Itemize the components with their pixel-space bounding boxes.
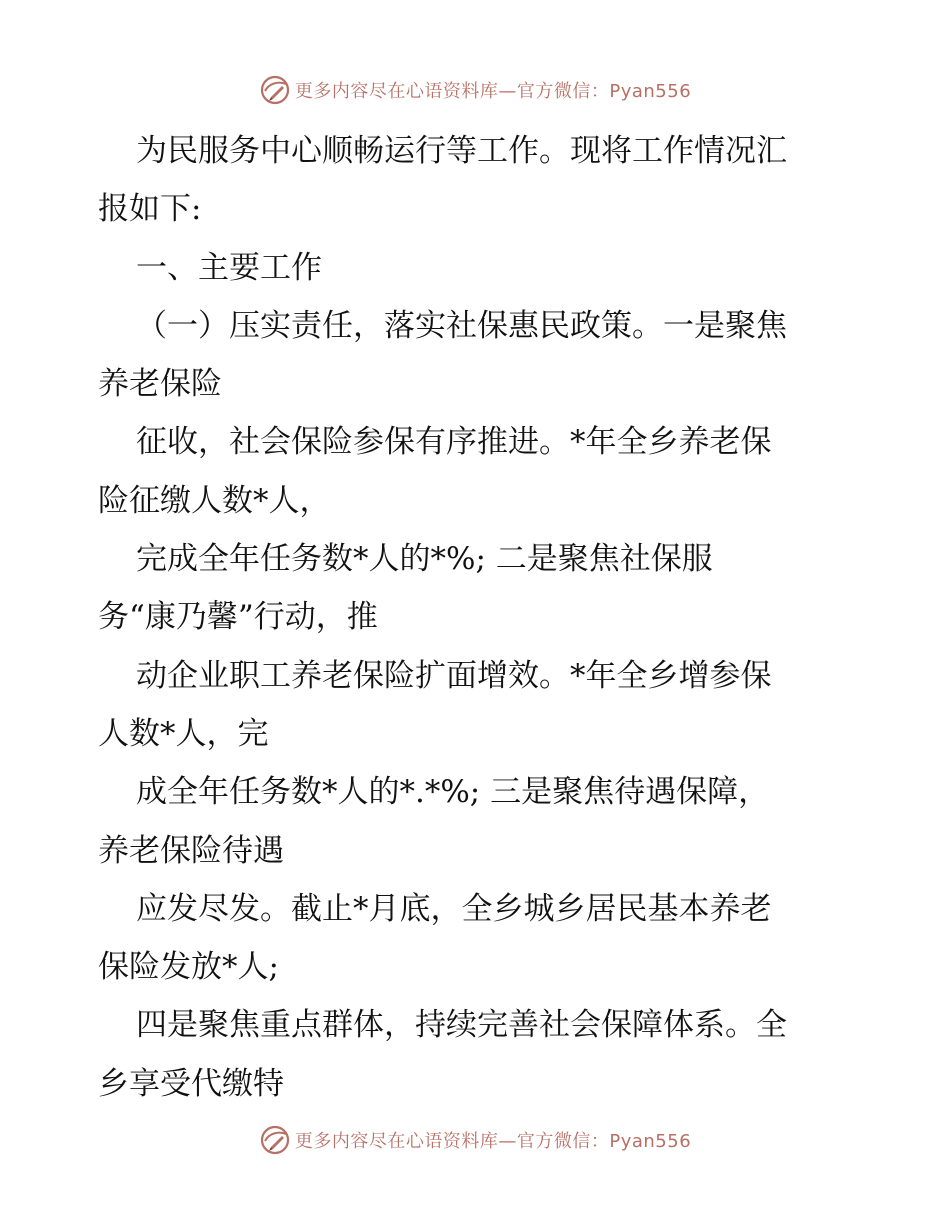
text-line: 一、主要工作 — [136, 249, 322, 286]
watermark-header — [0, 72, 950, 108]
text-line: 四是聚焦重点群体，持续完善社会保障体系。全 — [136, 1007, 787, 1044]
watermark-text: 更多内容尽在心语资料库—官方微信：Pyan556 — [294, 81, 692, 102]
text-line: 为民服务中心顺畅运行等工作。现将工作情况汇 — [136, 133, 787, 169]
text-line: 保险发放*人; — [98, 949, 279, 986]
watermark-text: 更多内容尽在心语资料库—官方微信：Pyan556 — [294, 1131, 692, 1152]
text-line: 乡享受代缴特 — [98, 1065, 284, 1102]
pen-logo-icon — [259, 74, 291, 106]
text-line: 成全年任务数*人的*.*%; 三是聚焦待遇保障， — [136, 774, 770, 811]
watermark-footer — [0, 1122, 950, 1158]
pen-logo-icon — [259, 1124, 291, 1156]
text-line: 动企业职工养老保险扩面增效。*年全乡增参保 — [136, 657, 772, 694]
document-body — [98, 122, 858, 1113]
text-line: 险征缴人数*人， — [98, 482, 331, 519]
text-line: 养老保险 — [98, 366, 222, 403]
text-line: 报如下: — [98, 191, 202, 228]
text-line: （一）压实责任，落实社保惠民政策。一是聚焦 — [136, 307, 787, 344]
text-line: 完成全年任务数*人的*%; 二是聚焦社保服 — [136, 541, 713, 578]
text-line: 应发尽发。截止*月底，全乡城乡居民基本养老 — [136, 890, 772, 927]
text-line: 务“康乃馨”行动，推 — [98, 599, 378, 636]
text-line: 人数*人，完 — [98, 715, 269, 752]
text-line: 养老保险待遇 — [98, 832, 284, 869]
text-line: 征收，社会保险参保有序推进。*年全乡养老保 — [136, 424, 772, 461]
